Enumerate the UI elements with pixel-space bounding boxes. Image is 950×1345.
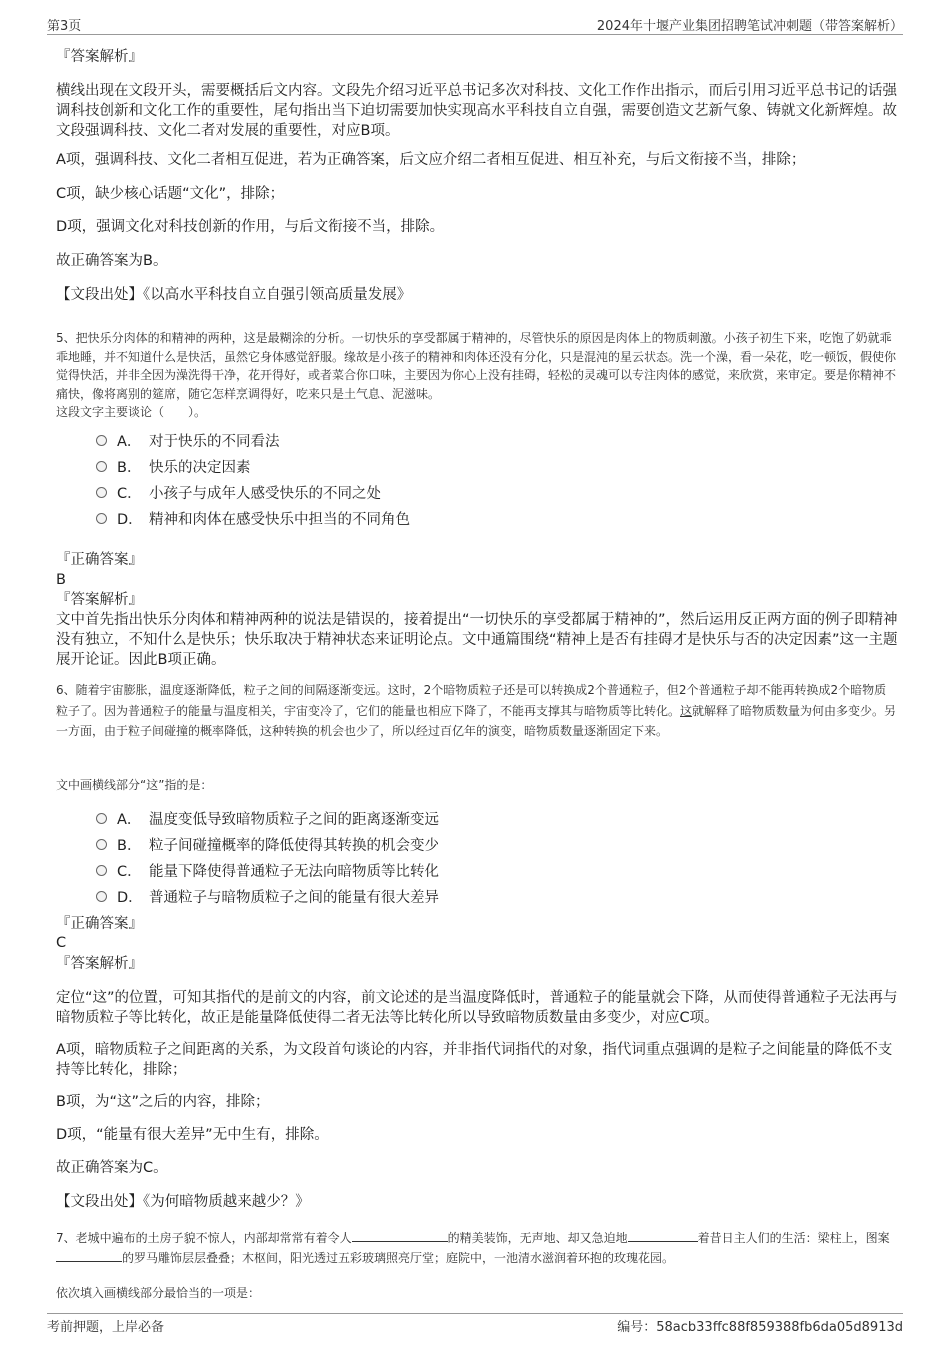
analysis-label: 『答案解析』 — [56, 49, 143, 65]
q6-option-c[interactable]: C． 能量下降使得普通粒子无法向暗物质等比转化 — [96, 859, 439, 881]
page-number: 第3页 — [47, 19, 82, 34]
q4-analysis-option-c: C项，缺少核心话题“文化”，排除； — [56, 186, 285, 202]
page-header — [47, 12, 903, 35]
q6-source: 【文段出处】《为何暗物质越来越少？》 — [56, 1194, 310, 1210]
q5-option-d[interactable]: D． 精神和肉体在感受快乐中担当的不同角色 — [96, 507, 410, 529]
q6-stem: 6、随着宇宙膨胀，温度逐渐降低，粒子之间的间隔逐渐变远。这时，2个暗物质粒子还是可以转换成2个普通粒子，但2个普通粒子却不能再转换成2个暗物质粒子了。因为普通粒子的能量与温度相关，宇宙变冷了，它们的能量也相应下降了，不能再支撑其与暗物质等比转化。这就解释了暗物质数量为何由多变少。另一方面，由于粒子间碰撞的概率降低，这种转换的机会也少了，所以经过百亿年的演变，暗物质数量逐渐固定下来。 — [56, 683, 897, 738]
q4-analysis-p1: 横线出现在文段开头，需要概括后文内容。文段先介绍习近平总书记多次对科技、文化工作作出指示，而后引用习近平总书记的话强调科技创新和文化工作的重要性，尾句指出当下迫切需要加快实现高水平科技自立自强，需要创造文艺新气象、铸就文化新辉煌。故文段强调科技、文化二者对发展的重要性，对应B项。 — [56, 83, 897, 139]
radio-icon[interactable] — [96, 865, 107, 876]
q5-option-b[interactable]: B． 快乐的决定因素 — [96, 455, 251, 477]
q6-conclusion: 故正确答案为C。 — [56, 1160, 168, 1176]
radio-icon[interactable] — [96, 461, 107, 472]
page-footer — [47, 1313, 903, 1334]
q7-stem: 7、老城中遍布的土房子貌不惊人，内部却常常有着令人 的精美装饰，无声地、却又急迫地 着昔日主人们的生活：梁柱上，图案的罗马雕饰层层叠叠；木枢间，阳光透过五彩玻璃照亮厅堂；庭院中，一池清水滋润着环抱的玫瑰花园。 — [56, 1231, 890, 1265]
q5-stem: 5、把快乐分肉体的和精神的两种，这是最糊涂的分析。一切快乐的享受都属于精神的，尽管快乐的原因是肉体上的物质刺激。小孩子初生下来，吃饱了奶就乖乖地睡，并不知道什么是快活，虽然它身体感觉舒服。缘故是小孩子的精神和肉体还没有分化，只是混沌的星云状态。洗一个澡，看一朵花，吃一顿饭，假使你觉得快活，并非全因为澡洗得干净，花开得好，或者菜合你口味，主要因为你心上没有挂碍，轻松的灵魂可以专注肉体的感觉，来欣赏，来审定。要是你精神不痛快，像将离别的筵席，随它怎样烹调得好，吃来只是土气息、泥滋味。 这段文字主要谈论（ ）。 — [56, 329, 898, 422]
analysis-label: 『答案解析』 — [56, 592, 143, 608]
document-id: 编号：58acb33ffc88f859388fb6da05d8913d — [617, 1320, 903, 1335]
q5-option-a[interactable]: A． 对于快乐的不同看法 — [96, 429, 280, 451]
q6-answer-block — [56, 915, 898, 974]
fill-blank-1[interactable] — [352, 1229, 448, 1242]
radio-icon[interactable] — [96, 813, 107, 824]
underlined-word: 这 — [680, 703, 693, 718]
radio-icon[interactable] — [96, 435, 107, 446]
q5-option-c[interactable]: C． 小孩子与成年人感受快乐的不同之处 — [96, 481, 381, 503]
q4-conclusion: 故正确答案为B。 — [56, 253, 168, 269]
fill-blank-2[interactable] — [628, 1229, 698, 1242]
q5-question: 这段文字主要谈论（ ）。 — [56, 405, 207, 419]
q4-analysis-option-d: D项，强调文化对科技创新的作用，与后文衔接不当，排除。 — [56, 219, 445, 235]
q4-source: 【文段出处】《以高水平科技自立自强引领高质量发展》 — [56, 287, 412, 303]
q6-analysis-option-d: D项，“能量有很大差异”无中生有，排除。 — [56, 1127, 329, 1143]
answer-label: 『正确答案』 — [56, 552, 143, 568]
q6-question: 文中画横线部分“这”指的是： — [56, 778, 213, 792]
q7-question: 依次填入画横线部分最恰当的一项是： — [56, 1286, 261, 1300]
q4-analysis-label-block — [56, 47, 898, 67]
q6-analysis-p1: 定位“这”的位置，可知其指代的是前文的内容，前文论述的是当温度降低时，普通粒子的能量就会下降，从而使得普通粒子无法再与暗物质粒子等比转化，故正是能量降低使得二者无法等比转化所以导致暗物质数量由多变少，对应C项。 — [56, 990, 898, 1026]
analysis-text: 文中首先指出快乐分肉体和精神两种的说法是错误的，接着提出“一切快乐的享受都属于精神的”，然后运用反正两方面的例子即精神没有独立，不知什么是快乐；快乐取决于精神状态来证明论点。文中通篇围绕“精神上是否有挂碍才是快乐与否的决定因素”这一主题展开论证。因此B项正确。 — [56, 612, 898, 668]
radio-icon[interactable] — [96, 487, 107, 498]
document-title: 2024年十堰产业集团招聘笔试冲刺题（带答案解析） — [596, 19, 903, 34]
answer-value: C — [56, 935, 67, 951]
q6-analysis-option-b: B项，为“这”之后的内容，排除； — [56, 1094, 270, 1110]
q6-option-a[interactable]: A． 温度变低导致暗物质粒子之间的距离逐渐变远 — [96, 807, 439, 829]
q5-answer-block — [56, 550, 898, 670]
answer-value: B — [56, 572, 66, 588]
radio-icon[interactable] — [96, 839, 107, 850]
q4-analysis-option-a: A项，强调科技、文化二者相互促进，若为正确答案，后文应介绍二者相互促进、相互补充，与后文衔接不当，排除； — [56, 152, 806, 168]
answer-label: 『正确答案』 — [56, 916, 143, 932]
radio-icon[interactable] — [96, 513, 107, 524]
q6-option-b[interactable]: B． 粒子间碰撞概率的降低使得其转换的机会变少 — [96, 833, 439, 855]
q6-option-d[interactable]: D． 普通粒子与暗物质粒子之间的能量有很大差异 — [96, 885, 439, 907]
analysis-label: 『答案解析』 — [56, 956, 143, 972]
fill-blank-3[interactable] — [56, 1249, 122, 1262]
footer-slogan: 考前押题，上岸必备 — [47, 1320, 165, 1335]
radio-icon[interactable] — [96, 891, 107, 902]
q6-analysis-option-a: A项，暗物质粒子之间距离的关系，为文段首句谈论的内容，并非指代词指代的对象，指代词重点强调的是粒子之间能量的降低不支持等比转化，排除； — [56, 1042, 893, 1078]
